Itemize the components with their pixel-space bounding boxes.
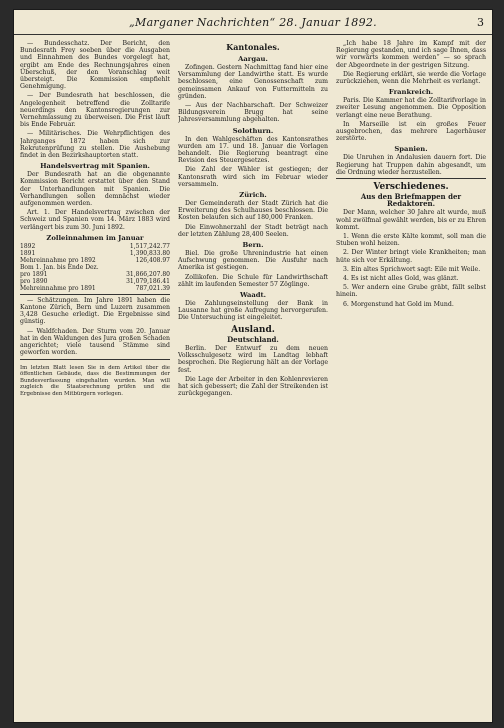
column-2 [178, 40, 328, 714]
article-paragraph: Die Einwohnerzahl der Stadt beträgt nach der letzten Zählung 28,400 Seelen. [178, 223, 328, 238]
article-paragraph: Zollikofen. Die Schule für Landwirthschaft zählt im laufenden Semester 57 Zöglinge. [178, 273, 328, 288]
divider [336, 178, 486, 179]
list-item: 4. Es ist nicht alles Gold, was glänzt. [343, 275, 459, 283]
section-subtitle: Spanien. [394, 145, 428, 154]
table-row: Mehreinnahme pro 1891 787,021.39 [20, 284, 170, 292]
article-paragraph: — Der Bundesrath hat beschlossen, die Angelegenheit betreffend die Zolltarife neuerdings den Kantonsregierungen zur Vernehmlassung zu überweisen. Die Frist läuft bis Ende Februar. [20, 92, 170, 129]
list-item: 2. Der Winter bringt viele Krankheiten; man hüte sich vor Erkältung. [336, 249, 486, 264]
section-subtitle: Zolleinnahmen im Januar [46, 233, 144, 242]
section-subtitle: Solothurn. [232, 126, 274, 135]
divider [20, 294, 170, 295]
list-item: 5. Wer andern eine Grube gräbt, fällt selbst hinein. [336, 284, 486, 299]
newspaper-page [14, 10, 492, 722]
list-item: 1. Wenn die erste Kälte kommt, soll man die Stuben wohl heizen. [336, 233, 486, 248]
article-paragraph: Die Regierung erklärt, sie werde die Vorlage zurückziehen, wenn die Mehrheit es verlangt. [336, 70, 486, 86]
column-3 [336, 40, 486, 714]
newspaper-title: „Marganer Nachrichten“ 28. Januar 1892. [129, 15, 377, 29]
article-paragraph: — Militärisches. Die Wehrpflichtigen des Jahrganges 1872 haben sich zur Rekrutenprüfung zu stellen. Die Aushebung findet in den Bezirkshauptorten statt. [20, 130, 170, 160]
table-row: 1892 1,517,242.77 [20, 242, 170, 250]
section-subtitle: Waadt. [239, 291, 267, 300]
article-paragraph: Zofingen. Gestern Nachmittag fand hier eine Versammlung der Landwirthe statt. Es wurde beschlossen, eine Genossenschaft zum gemeinsamen Ankauf von Futtermitteln zu gründen. [178, 64, 328, 100]
table-row: Bom 1. Jan. bis Ende Dez. [20, 263, 99, 271]
table-row: Mehreinnahme pro 1892 126,408.97 [20, 256, 170, 264]
article-paragraph: Biel. Die große Uhrenindustrie hat einen Aufschwung genommen. Die Ausfuhr nach Amerika ist gestiegen. [178, 250, 328, 272]
article-paragraph: Die Zahlungseinstellung der Bank in Lausanne hat große Aufregung hervorgerufen. Die Untersuchung ist eingeleitet. [178, 300, 328, 322]
section-subtitle: Frankreich. [388, 88, 434, 97]
article-paragraph: Der Mann, welcher 30 Jahre alt wurde, muß wohl zwölfmal gewählt werden, bis er zu Ehren kommt. [336, 209, 486, 231]
section-subtitle: Aargau. [238, 55, 268, 63]
page-header [14, 10, 492, 35]
table-row: 1891 1,390,833.80 [20, 249, 170, 257]
table-row: pro 1891 31,866,207.80 [20, 270, 170, 278]
article-paragraph: In den Wahlgeschäften des Kantonsrathes wurden am 17. und 18. Januar die Vorlagen behandelt. Die Regierung beantragt eine Revision des Steuergesetzes. [178, 135, 328, 165]
article-paragraph: Die Zahl der Wähler ist gestiegen; der Kantonsrath wird sich im Februar wieder versammeln. [178, 166, 328, 188]
footnote: Im letzten Blatt lesen Sie in dem Artikel über die öffentlichen Gebäude, dass die Bestimmungen der Bundesverfassung eingehalten wurden. Man will zugleich die Staatsrechnung prüfen und die Ergebnisse den Mitbürgern vorlegen. [20, 364, 170, 397]
article-columns [20, 40, 486, 714]
section-subtitle: Deutschland. [227, 334, 279, 344]
divider [20, 359, 170, 360]
article-paragraph: Der Gemeinderath der Stadt Zürich hat die Erweiterung des Schulhauses beschlossen. Die Kosten belaufen sich auf 180,000 Franken. [178, 200, 328, 222]
article-paragraph: — Schätzungen. Im Jahre 1891 haben die Kantone Zürich, Bern und Luzern zusammen 3,428 Gesuche erledigt. Die Ergebnisse sind günstig. [20, 296, 170, 326]
article-paragraph: Die Lage der Arbeiter in den Kohlenrevieren hat sich gebessert; die Zahl der Streikenden ist zurückgegangen. [178, 375, 328, 398]
section-title: Verschiedenes. [373, 182, 449, 193]
article-paragraph: Paris. Die Kammer hat die Zolltarifvorlage in zweiter Lesung angenommen. Die Opposition verlangt eine neue Berathung. [336, 97, 486, 119]
article-paragraph: Berlin. Der Entwurf zu dem neuen Volksschulgesetz wird im Landtag lebhaft besprochen. Die Regierung hält an der Vorlage fest. [178, 344, 328, 374]
section-subtitle: Aus den Briefmappen der Redaktoren. [360, 192, 462, 209]
list-item: 3. Ein altes Sprichwort sagt: Eile mit Weile. [343, 265, 481, 273]
customs-table [20, 243, 170, 292]
article-paragraph: Art. 1. Der Handelsvertrag zwischen der Schweiz und Spanien vom 14. März 1883 wird verlängert bis zum 30. Juni 1892. [20, 209, 170, 231]
section-title: Ausland. [231, 324, 275, 335]
column-1 [20, 40, 170, 714]
section-subtitle: Zürich. [239, 191, 267, 200]
article-paragraph: — Aus der Nachbarschaft. Der Schweizer Bildungsverein Brugg hat seine Jahresversammlung abgehalten. [178, 102, 328, 124]
article-paragraph: In Marseille ist ein großes Feuer ausgebrochen, das mehrere Lagerhäuser zerstörte. [336, 120, 486, 143]
article-paragraph: Der Bundesrath hat an die obgenannte Kommission Bericht erstattet über den Stand der Unterhandlungen mit Spanien. Die Verhandlungen sollen demnächst wieder aufgenommen werden. [20, 171, 170, 208]
section-subtitle: Bern. [242, 241, 264, 250]
article-paragraph: — Bundesschatz. Der Bericht, den Bundesrath Frey soeben über die Ausgaben und Einnahmen des Bundes vorgelegt hat, ergibt am Ende des Rechnungsjahres einen Überschuß, der den Voranschlag weit übersteigt. Die Kommission empfiehlt Genehmigung. [20, 40, 170, 91]
table-row: pro 1890 31,079,186.41 [20, 277, 170, 285]
article-paragraph: „Ich habe 18 Jahre im Kampf mit der Regierung gestanden, und ich sage Ihnen, dass wir vorwärts kommen werden“ — so sprach der Abgeordnete in der gestrigen Sitzung. [336, 40, 486, 69]
list-item: 6. Morgenstund hat Gold im Mund. [343, 300, 454, 308]
article-paragraph: Die Unruhen in Andalusien dauern fort. Die Regierung hat Truppen dahin abgesandt, um die Ordnung wieder herzustellen. [336, 154, 486, 176]
page-number: 3 [477, 16, 484, 29]
section-subtitle: Handelsvertrag mit Spanien. [40, 162, 150, 171]
section-title: Kantonales. [226, 42, 280, 52]
article-paragraph: — Waldfchaden. Der Sturm vom 20. Januar hat in den Waldungen des Jura großen Schaden angerichtet; viele tausend Stämme sind geworfen worden. [20, 327, 170, 357]
